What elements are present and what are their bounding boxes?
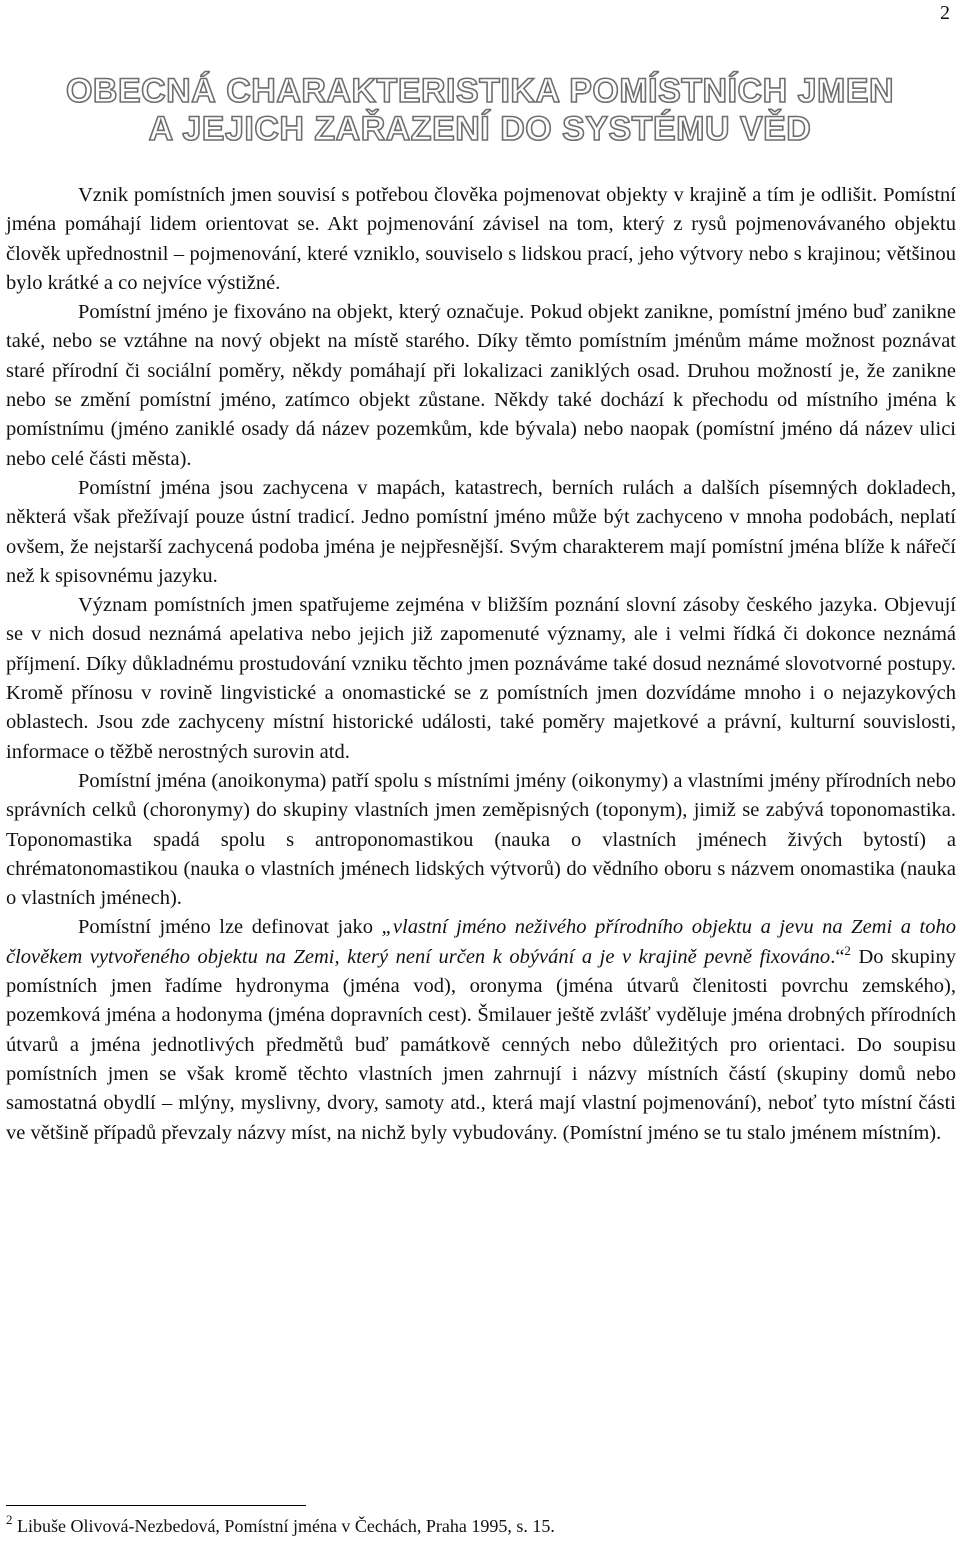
definition-quote-end: .“ [830,945,845,968]
paragraph-3: Pomístní jména jsou zachycena v mapách, katastrech, berních rulách a dalších písemných dokladech, některá však přežívají pouze ústní tradicí. Jedno pomístní jméno může být zachyceno v mnoha podobách, neplatí ovšem, že nejstarší zachycená podoba jména je nejpřesnější. Svým charakterem mají pomístní jména blíže k nářečí než k spisovnému jazyku. [6,476,956,587]
paragraph-2: Pomístní jméno je fixováno na objekt, který označuje. Pokud objekt zanikne, pomístní jméno buď zanikne také, nebo se vztáhne na nový objekt na místě starého. Díky těmto pomístním jménům máme možnost poznávat staré přírodní či sociální poměry, někdy pomáhají při lokalizaci zaniklých osad. Druhou možností je, že zanikne nebo se změní pomístní jméno, zatímco objekt zůstane. Někdy také dochází k přechodu od místního jména k pomístnímu (jméno zaniklé osady dá název pozemkům, kde bývala) nebo naopak (pomístní jméno dá název ulici nebo celé části města). [6,301,956,470]
paragraph-6-rest: Do skupiny pomístních jmen řadíme hydronyma (jména vod), oronyma (jména útvarů členitosti povrchu zemského), pozemková jména a hodonyma (jména dopravních cest). Šmilauer ještě zvlášť vyděluje jména drobných přírodních útvarů a jména jednotlivých předmětů buď památkově cenných nebo důležitých pro orientaci. Do soupisu pomístních jmen se však kromě těchto vlastních jmen zahrnují i názvy místních částí (skupiny domů nebo samostatná obydlí – mlýny, myslivny, dvory, samoty atd., která mají vlastní pojmenování), neboť tyto místní části ve většině případů převzaly názvy míst, na nichž byly vybudovány. (Pomístní jméno se tu stalo jménem místním). [6,945,957,1144]
paragraph-6 [6,913,956,1147]
page-heading-line-2: A JEJICH ZAŘAZENÍ DO SYSTÉMU VĚD [148,110,812,148]
paragraph-6-lead: Pomístní jméno lze definovat jako [78,916,382,939]
footnote-separator [6,1505,306,1506]
footnote-reference: 2 [844,942,851,958]
footnote [6,1512,555,1537]
page-number: 2 [940,2,950,24]
page-heading-line-1: OBECNÁ CHARAKTERISTIKA POMÍSTNÍCH JMEN [65,72,895,110]
paragraph-1: Vznik pomístních jmen souvisí s potřebou člověka pojmenovat objekty v krajině a tím je odlišit. Pomístní jména pomáhají lidem orientovat se. Akt pojmenování závisel na tom, který z rysů pojmenovávaného objektu člověk upřednostnil – pojmenování, které vzniklo, souviselo s lidskou prací, jeho výtvory nebo s krajinou; většinou bylo krátké a co nejvíce výstižné. [6,184,956,294]
paragraph-4: Význam pomístních jmen spatřujeme zejména v bližším poznání slovní zásoby českého jazyka. Objevují se v nich dosud neznámá apelativa nebo jejich již zapomenuté významy, ale i velmi řídká či dokonce neznámá příjmení. Díky důkladnému prostudování vzniku těchto jmen poznáváme také dosud neznámé slovotvorné postupy. Kromě přínosu v rovině lingvistické a onomastické se z pomístních jmen dozvídáme mnoho i o nejazykových oblastech. Jsou zde zachyceny místní historické události, také poměry majetkové a právní, kulturní souvislosti, informace o těžbě nerostných surovin atd. [6,594,956,763]
body-text [6,181,956,1148]
definition-quote: „vlastní jméno neživého přírodního objektu a jevu na Zemi a toho člověkem vytvořeného objektu na Zemi, který není určen k obývání a je v krajině pevně fixováno [6,916,956,968]
footnote-number: 2 [6,1512,13,1527]
footnote-text: Libuše Olivová-Nezbedová, Pomístní jména v Čechách, Praha 1995, s. 15. [12,1516,555,1536]
paragraph-5: Pomístní jména (anoikonyma) patří spolu s místními jmény (oikonymy) a vlastními jmény přírodních nebo správních celků (choronymy) do skupiny vlastních jmen zeměpisných (toponym), jimiž se zabývá toponomastika. Toponomastika spadá spolu s antroponomastikou (nauka o vlastních jménech živých bytostí) a chrématonomastikou (nauka o vlastních jménech lidských výtvorů) do vědního oboru s názvem onomastika (nauka o vlastních jménech). [6,769,956,910]
